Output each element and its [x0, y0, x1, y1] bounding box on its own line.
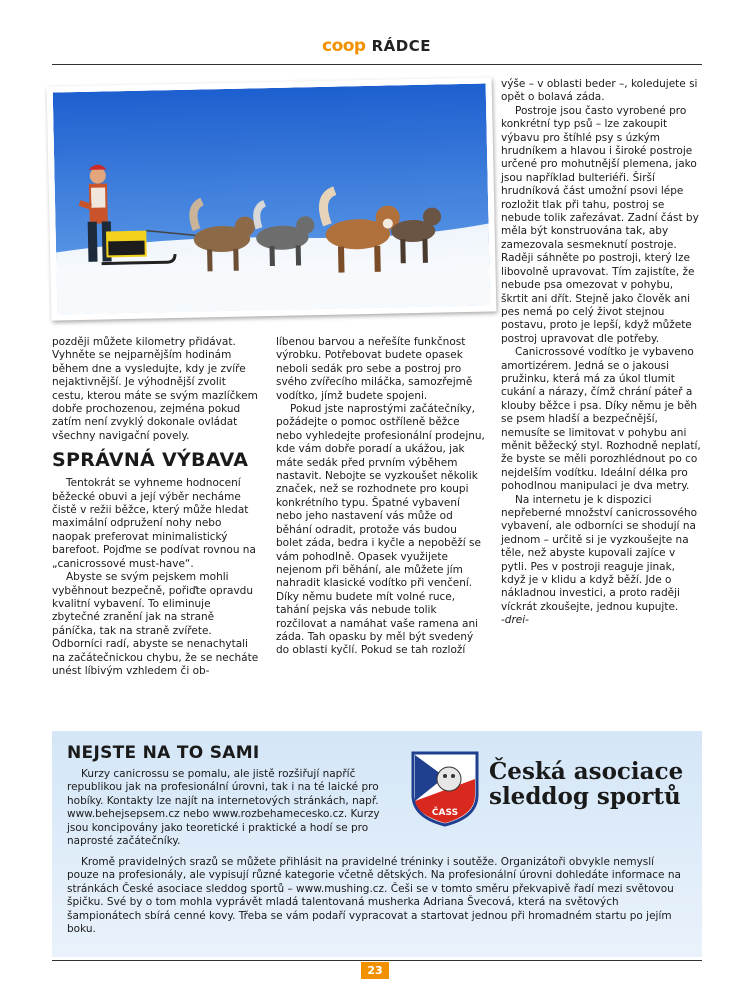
- article-column-1: [52, 336, 260, 678]
- article-paragraph: Pokud jste naprostými začátečníky, požádejte o pomoc ostříleně běžce nebo vyhledejte profesionální prodejnu, kde vám dobře poradí a ukážou, jak máte sedák před prvním výběhem nastavit. Nebojte se vyzkoušet několik značek, než se rozhodnete pro koupi konkrétního typu. Špatné vybavení nebo jeho nastavení vás může od běhání odradit, protože vás budou bolet záda, bedra i kyčle a nepoběží se vám pohodlně. Opasek využijete nejenom při běhání, ale můžete jím nahradit klasické vodítko při venčení. Díky němu budete mít volné ruce, tahání pejska vás nebude tolik rozčilovat a namáhat vaše ramena ani záda. Tah opasku by měl být svedený do oblasti kyčlí. Pokud se tah rozloží: [276, 403, 485, 657]
- photo-frame: [47, 77, 497, 320]
- article-paragraph: Tentokrát se vyhneme hodnocení běžecké obuvi a její výběr necháme čistě v režii běžce, který může hledat maximální odpružení nohy nebo naopak preferovat minimalistický barefoot. Pojďme se podívat rovnou na „canicrossové must-have“.: [52, 477, 256, 570]
- cass-org-name: [489, 759, 683, 809]
- article-column-3: [501, 78, 702, 628]
- header-rule: [52, 64, 702, 65]
- cass-shield-logo: [409, 749, 481, 827]
- article-paragraph: Canicrossové vodítko je vybaveno amortizérem. Jedná se o jakousi pružinku, která má za úkol tlumit cukání a nárazy, čímž chrání páteř a klouby běžce i psa. Díky němu je běh se psem hladší a bezpečnější, nemusíte se limitovat v pohybu ani měnit běžecký styl. Rozhodně neplatí, že byste se měli porozhlédnout po co nejdelším vodítku. Ideální délka pro pohodlnou manipulaci je dva metry.: [501, 346, 701, 493]
- article-paragraph: Postroje jsou často vyrobené pro konkrétní typ psů – lze zakoupit výbavu pro štíhlé psy s úzkým hrudníkem a hlavou i široké postroje určené pro mohutnější plemena, jako jsou například bulteriéři. Širší hrudníková část umožní psovi lépe rozložit tlak při tahu, postroj se nebude tolik zařezávat. Zadní část by měla být konstruována tak, aby zamezovala sesmeknutí postroje. Raději sáhněte po postroji, který lze libovolně upravovat. Tím zajistíte, že nebude psa omezovat v pohybu, škrtit ani dřít. Stejně jako člověk ani pes nemá po celý život stejnou postavu, proto je lepší, když můžete postroj upravovat dle potřeby.: [501, 104, 699, 345]
- article-paragraph: výše – v oblasti beder –, koledujete si opět o bolavá záda.: [501, 78, 698, 104]
- info-box: [52, 731, 702, 957]
- author-signature: -drei-: [501, 614, 529, 627]
- footer-rule: [52, 960, 702, 961]
- info-box-text: [67, 768, 404, 848]
- photo-dog-sled: [53, 83, 491, 314]
- article-column-2: [276, 336, 486, 658]
- cass-org-name-line1: Česká asociace: [489, 758, 684, 785]
- article-paragraph: Abyste se svým pejskem mohli vyběhnout bezpečně, pořiďte opravdu kvalitní vybavení. To eliminuje zbytečné zranění jak na straně páníčka, tak na straně zvířete. Odborníci radí, abyste se nenachytali na začátečnickou chybu, že se necháte unést líbivým vzhledem či ob-: [52, 571, 259, 677]
- cass-org-name-line2: sleddog sportů: [489, 783, 681, 810]
- info-box-paragraph: Kurzy canicrossu se pomalu, ale jistě rozšiřují napříč republikou jak na profesionální úrovni, tak i na té laické pro hobíky. Kontakty lze najít na internetových stránkách, např. www.behejsepsem.cz nebo www.rozbehamecesko.cz. Kurzy jsou koncipovány jako teoretické i praktické a hodí se pro naprosté začátečníky.: [67, 768, 380, 848]
- article-paragraph: později můžete kilometry přidávat. Vyhněte se nejparnějším hodinám během dne a vysledujte, kdy je zvíře nejaktivnější. Je výhodnější zvolit cestu, kterou máte se svým mazlíčkem dobře prochozenou, zejména pokud zatím není zvyklý dokonale ovládat všechny navigační povely.: [52, 336, 258, 442]
- dog-sled-illustration: [53, 83, 491, 314]
- section-heading: SPRÁVNÁ VÝBAVA: [52, 449, 249, 472]
- cass-logo-text: ČASS: [431, 808, 459, 818]
- header-brand: [322, 34, 431, 58]
- header-title: RÁDCE: [371, 37, 431, 55]
- info-box-title: NEJSTE NA TO SAMI: [67, 743, 260, 763]
- info-box-paragraph: Kromě pravidelných srazů se můžete přihlásit na pravidelné tréninky i soutěže. Organizátoři obvykle nemyslí pouze na profesionály, ale vypisují různé kategorie včetně dětských. Na profesionální úrovni dohledáte informace na stránkách České asociace sleddog sportů – www.mushing.cz. Češi se v tomto směru překvapivě řadí mezi světovou špičku. Své by o tom mohla vyprávět mladá talentovaná musherka Adriana Švecová, která na světových šampionátech sbírá cenné kovy. Třeba se vám podaří vypracovat a startovat jednou při hromadném startu po jejím boku.: [67, 856, 681, 936]
- page-header: [0, 34, 754, 64]
- page-number: 23: [361, 962, 389, 979]
- coop-logo: coop: [322, 36, 366, 56]
- info-box-text: [67, 856, 689, 936]
- article-paragraph: líbenou barvou a neřešíte funkčnost výrobku. Potřebovat budete opasek neboli sedák pro sebe a postroj pro svého zvířecího miláčka, samozřejmě vodítko, jímž budete spojeni.: [276, 336, 473, 402]
- article-paragraph: Na internetu je k dispozici nepřeberné množství canicrossového vybavení, ale odborníci se shodují na jednom – určitě si je vyzkoušejte na těle, než abyste kupovali zajíce v pytli. Pes v postroji reaguje jinak, když je v klidu a když běží. Jde o nákladnou investici, a proto raději víckrát zkoušejte, jednou kupujte.: [501, 493, 698, 613]
